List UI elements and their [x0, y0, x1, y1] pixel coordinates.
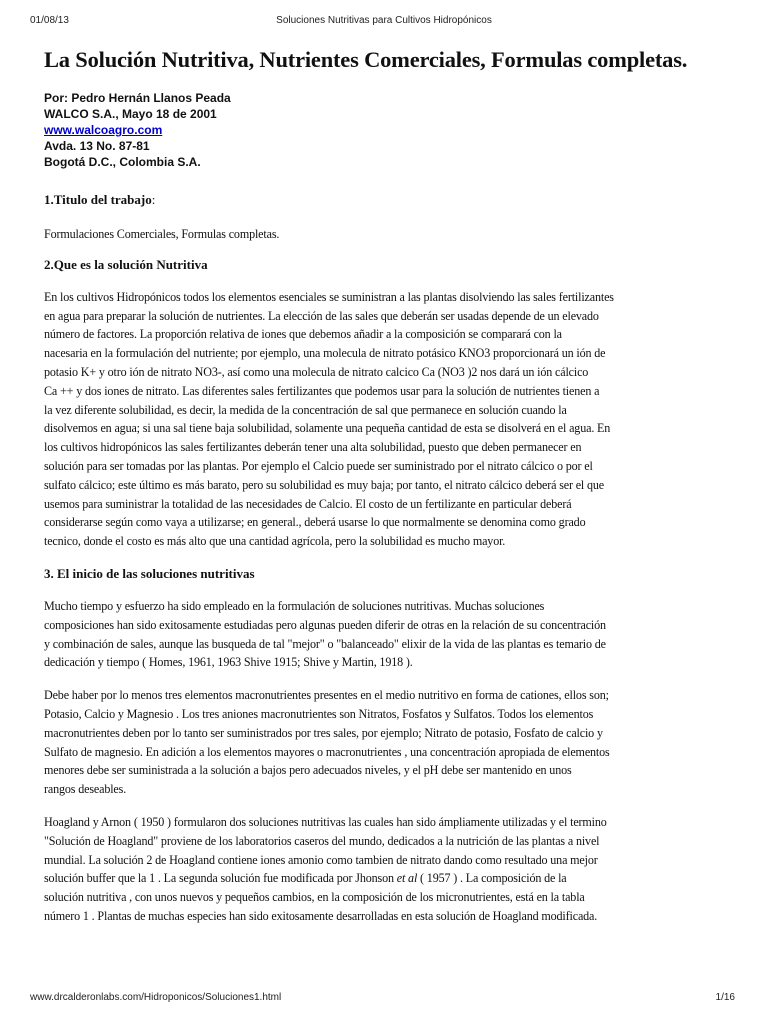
print-page-title: Soluciones Nutritivas para Cultivos Hidropónicos — [276, 15, 492, 26]
print-page-number: 1/16 — [715, 992, 735, 1003]
section3-heading: 3. El inicio de las soluciones nutritivas — [44, 565, 255, 581]
section1-heading-colon: : — [151, 192, 156, 207]
section3-paragraph-3: Hoagland y Arnon ( 1950 ) formularon dos soluciones nutritivas las cuales han sido ámpliamente utilizadas y el termino "Solución de Hoagland" proviene de los laboratorios caseros del mundo, dedicados a la nutrición de las plantas a nivel mundial. La solución 2 de Hoagland contiene iones amonio como tambien de nitrato dando como resultado una mejor solución buffer que la 1 . La segunda solución fue modificada por Jhonson et al ( 1957 ) . La composición de la solución nutritiva , con unos nuevos y pequeños cambios, en la composición de los micronutrientes, está en la tabla número 1 . Plantas de muchas especies han sido exitosamente desarrolladas en esta solución de Hoagland modificada. — [44, 814, 607, 923]
section3-paragraph-2: Debe haber por lo menos tres elementos macronutrientes presentes en el medio nutritivo en forma de cationes, ellos son; Potasio, Calcio y Magnesio . Los tres aniones macronutrientes son Nitratos, Fosfatos y Sulfatos. Todos los elementos macronutrientes deben por lo tanto ser suministrados por tres sales, por ejemplo; Nitrato de potasio, Fosfato de calcio y Sulfato de magnesio. En adición a los elementos mayores o macronutrientes , una concentración apropiada de elementos menores debe ser suministrada a la solución a bajos pero adecuados niveles, y el pH debe ser mantenido en unos rangos deseables. — [44, 688, 610, 797]
author-name: Por: Pedro Hernán Llanos Peada — [44, 91, 231, 105]
section2-heading: 2.Que es la solución Nutritiva — [44, 256, 208, 272]
section1-heading: 1.Titulo del trabajo: — [44, 192, 156, 207]
document-title: La Solución Nutritiva, Nutrientes Comerciales, Formulas completas. — [44, 47, 688, 72]
author-address: Avda. 13 No. 87-81 — [44, 139, 150, 153]
document-body — [44, 44, 732, 926]
section1-text: Formulaciones Comerciales, Formulas completas. — [44, 227, 280, 241]
author-city: Bogotá D.C., Colombia S.A. — [44, 155, 201, 169]
print-date: 01/08/13 — [30, 15, 69, 26]
italic-et-al: et al — [396, 871, 418, 886]
author-block — [44, 90, 732, 170]
section2-paragraph: En los cultivos Hidropónicos todos los elementos esenciales se suministran a las plantas disolviendo las sales fertilizantes en agua para preparar la solución de nutrientes. La elección de las sales que deberán ser usadas depende de un elevado número de factores. La proporción relativa de iones que debemos añadir a la composición se comparará con la nacesaria en la formulación del nutriente; por ejemplo, una molecula de nitrato potásico KNO3 proporcionará un ión de potasio K+ y otro ión de nitrato NO3-, así como una molecula de nitrato calcico Ca (NO3 )2 nos dará un ión cálcico Ca ++ y dos iones de nitrato. Las diferentes sales fertilizantes que podemos usar para la solución de nutrientes tienen a la vez diferente solubilidad, es decir, la medida de la concentración de sal que permanece en solución cuando la disolvemos en agua; si una sal tiene baja solubilidad, solamente una pequeña cantidad de esta se disolverá en el agua. En los cultivos hidropónicos las sales fertilizantes deberán tener una alta solubilidad, puesto que deben permanecer en solución para ser tomadas por las plantas. Por ejemplo el Calcio puede ser suministrado por el nitrato cálcico o por el sulfato cálcico; este último es más barato, pero su solubilidad es muy baja; por tanto, el nitrato cálcico deberá ser el que usemos para suministrar la totalidad de las necesidades de Calcio. El costo de un fertilizante en particular deberá considerarse según como vaya a utilizarse; en general., deberá usarse lo que normalmente se denomina como grado tecnico, donde el costo es más alto que una cantidad agrícola, pero la solubilidad es mucho mayor. — [44, 289, 614, 549]
print-footer-url: www.drcalderonlabs.com/Hidroponicos/Soluciones1.html — [30, 992, 282, 1003]
section3-paragraph-1: Mucho tiempo y esfuerzo ha sido empleado en la formulación de soluciones nutritivas. Muchas soluciones composiciones han sido exitosamente estudiadas pero algunas pueden diferir de otras en la relación de su concentración y combinación de sales, aunque las busqueda de tal "mejor" o "balanceado" elixir de la vida de las plantas es temario de dedicación y tiempo ( Homes, 1961, 1963 Shive 1915; Shive y Martin, 1918 ). — [44, 598, 606, 670]
author-website-link[interactable]: www.walcoagro.com — [44, 123, 163, 137]
author-company-date: WALCO S.A., Mayo 18 de 2001 — [44, 107, 217, 121]
